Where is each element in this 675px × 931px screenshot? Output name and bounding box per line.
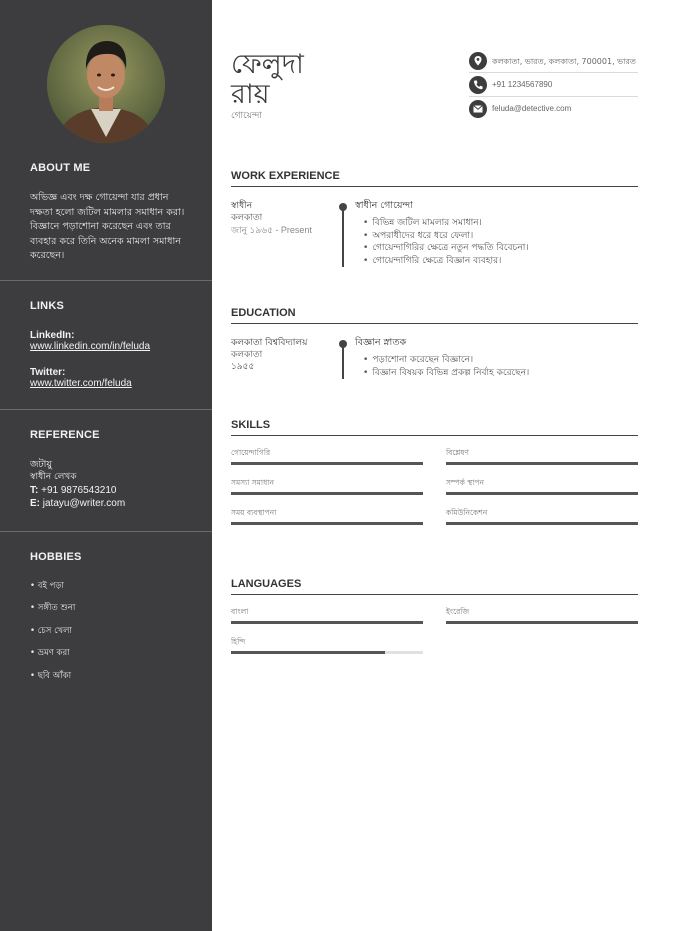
- education-school: কলকাতা বিশ্ববিদ্যালয়: [231, 338, 308, 348]
- skill-name: বিশ্লেষণ: [446, 448, 469, 457]
- about-line: ব্যবহার করে তিনি অনেক মামলা সমাধান: [30, 235, 181, 247]
- contact-phone: [469, 74, 638, 97]
- linkedin-link[interactable]: www.linkedin.com/in/feluda: [30, 341, 151, 352]
- work-location: কলকাতা: [231, 213, 263, 223]
- skill-bar-fill: [446, 492, 638, 495]
- education-location: কলকাতা: [231, 350, 263, 360]
- divider: [0, 280, 212, 281]
- about-heading: ABOUT ME: [30, 162, 91, 174]
- link-linkedin: [30, 330, 150, 352]
- work-dates: জানু ১৯৬৫ - Present: [231, 225, 312, 235]
- hobby-item: • বই পড়া: [30, 581, 64, 591]
- reference-heading: REFERENCE: [30, 429, 100, 441]
- education-heading: EDUCATION: [231, 307, 638, 324]
- education-bullets: [355, 354, 529, 379]
- language-name: হিন্দি: [231, 637, 246, 646]
- education-timeline-dot: [339, 340, 347, 348]
- work-role: স্বাধীন গোয়েন্দা: [355, 200, 413, 211]
- education-degree: বিজ্ঞান স্নাতক: [355, 337, 407, 348]
- reference-email: [30, 497, 125, 510]
- work-bullet: • গোয়েন্দাগিরির ক্ষেত্রে নতুন পদ্ধতি বিবেচনা।: [363, 242, 529, 255]
- language-item: [231, 637, 423, 648]
- language-bar-fill: [231, 621, 423, 624]
- hobby-text: ছবি আঁকা: [37, 671, 72, 681]
- phone-label: T:: [30, 485, 39, 496]
- about-line: বিজ্ঞানে পড়াশোনা করেছেন এবং তার: [30, 221, 171, 232]
- skill-name: গোয়েন্দাগিরি: [231, 448, 271, 457]
- linkedin-label: LinkedIn:: [30, 330, 75, 341]
- languages-heading: LANGUAGES: [231, 578, 638, 595]
- skill-bar-fill: [446, 522, 638, 525]
- reference-phone: [30, 484, 125, 497]
- link-twitter: [30, 367, 132, 389]
- skill-bar: [446, 492, 638, 495]
- name-first: ফেলুদা: [231, 49, 304, 80]
- work-bullet: • গোয়েন্দাগিরি ক্ষেত্রে বিজ্ঞান ব্যবহার।: [363, 255, 529, 268]
- skill-bar: [446, 462, 638, 465]
- links-heading: LINKS: [30, 300, 64, 312]
- twitter-link[interactable]: www.twitter.com/feluda: [30, 378, 132, 389]
- reference-role: স্বাধীন লেখক: [30, 472, 77, 482]
- language-item: [231, 607, 423, 618]
- skill-item: [231, 448, 423, 459]
- reference-name: জটায়ু: [30, 459, 53, 470]
- language-name: ইংরেজি: [446, 607, 470, 616]
- reference-block: [30, 458, 125, 510]
- work-timeline-dot: [339, 203, 347, 211]
- about-line: অভিজ্ঞ এবং দক্ষ গোয়েন্দা যার প্রধান: [30, 192, 169, 203]
- profile-photo: [47, 25, 165, 143]
- language-bar: [231, 651, 423, 654]
- language-bar-fill: [231, 651, 385, 654]
- contact-address: [469, 50, 638, 73]
- about-line: করেছেন।: [30, 250, 65, 261]
- education-bullet: • পড়াশোনা করেছেন বিজ্ঞানে।: [363, 354, 529, 367]
- skill-item: [231, 478, 423, 489]
- skill-bar: [231, 462, 423, 465]
- language-name: বাংলা: [231, 607, 249, 616]
- hobby-item: • চেস খেলা: [30, 626, 72, 636]
- skill-bar-fill: [231, 492, 423, 495]
- location-icon: [469, 52, 487, 70]
- skill-item: [231, 508, 423, 519]
- work-timeline: [342, 207, 344, 267]
- skill-item: [446, 478, 638, 489]
- skill-item: [446, 508, 638, 519]
- skill-bar: [231, 522, 423, 525]
- work-meta: [231, 200, 312, 236]
- education-bullet: • বিজ্ঞান বিষয়ক বিভিন্ন প্রকল্প নির্বাহ করেছেন।: [363, 367, 529, 380]
- phone-icon: [469, 76, 487, 94]
- email-text: feluda@detective.com: [492, 104, 572, 113]
- about-line: দক্ষতা হলো জটিল মামলার সমাধান করা।: [30, 206, 185, 218]
- work-heading: WORK EXPERIENCE: [231, 170, 638, 187]
- language-item: [446, 607, 638, 618]
- phone-value: +91 9876543210: [38, 485, 117, 496]
- email-value: jatayu@writer.com: [40, 498, 126, 509]
- hobby-text: চেস খেলা: [37, 626, 72, 636]
- hobby-item: • ভ্রমণ করা: [30, 648, 70, 658]
- language-bar: [446, 621, 638, 624]
- skill-name: সমস্যা সমাধান: [231, 478, 274, 487]
- work-bullets: [355, 217, 529, 267]
- skill-name: সময় ব্যবস্থাপনা: [231, 508, 277, 517]
- work-company: স্বাধীন: [231, 201, 253, 211]
- language-bar: [231, 621, 423, 624]
- email-label: E:: [30, 498, 40, 509]
- hobby-item: • ছবি আঁকা: [30, 671, 72, 681]
- hobby-item: • সঙ্গীত শুনা: [30, 603, 76, 613]
- job-title: গোয়েন্দা: [231, 111, 262, 121]
- divider: [0, 531, 212, 532]
- work-details: [355, 199, 529, 267]
- language-bar-fill: [446, 621, 638, 624]
- contact-email: [469, 98, 638, 120]
- sidebar: [0, 0, 212, 931]
- divider: [0, 409, 212, 410]
- skills-heading: SKILLS: [231, 419, 638, 436]
- skill-bar: [446, 522, 638, 525]
- education-year: ১৯৫৫: [231, 362, 255, 372]
- skill-bar-fill: [231, 462, 423, 465]
- skill-name: কমিউনিকেশন: [446, 508, 488, 517]
- about-text: [30, 191, 190, 264]
- skill-bar: [231, 492, 423, 495]
- hobby-text: সঙ্গীত শুনা: [37, 603, 76, 613]
- email-icon: [469, 100, 487, 118]
- skill-bar-fill: [231, 522, 423, 525]
- education-meta: [231, 337, 307, 373]
- work-bullet: • বিভিন্ন জটিল মামলার সমাধান।: [363, 217, 529, 230]
- phone-text: +91 1234567890: [492, 80, 553, 89]
- hobby-text: বই পড়া: [37, 581, 64, 591]
- hobbies-heading: HOBBIES: [30, 551, 82, 563]
- name-last: রায়: [231, 79, 270, 110]
- twitter-label: Twitter:: [30, 367, 66, 378]
- skill-bar-fill: [446, 462, 638, 465]
- address-text: কলকাতা, ভারত, কলকাতা, 700001, ভারত: [492, 57, 636, 66]
- education-details: [355, 336, 529, 379]
- skill-item: [446, 448, 638, 459]
- skill-name: সম্পর্ক স্থাপন: [446, 478, 484, 487]
- education-timeline: [342, 344, 344, 379]
- hobby-text: ভ্রমণ করা: [37, 648, 70, 658]
- work-bullet: • অপরাধীদের ধরে ধরে ফেলা।: [363, 230, 529, 243]
